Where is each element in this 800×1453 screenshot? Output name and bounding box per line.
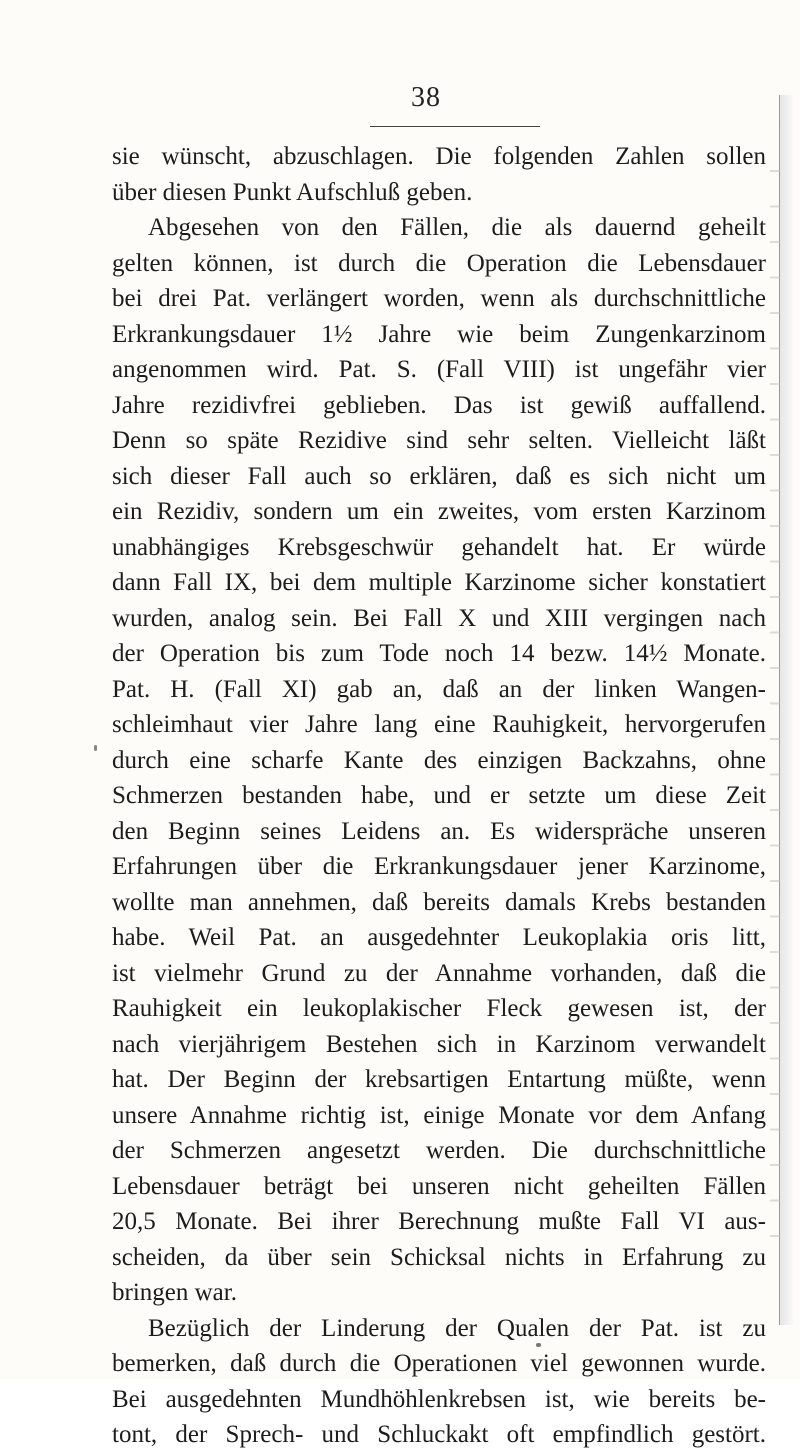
bleed-through-marks — [770, 140, 780, 1240]
text-line: Bezüglich der Linderung der Qualen der Pat. ist zu — [148, 1314, 766, 1342]
text-line: den Beginn seines Leidens an. Es widerspräche unseren — [112, 817, 766, 845]
text-line: wollte man annehmen, daß bereits damals Krebs bestanden — [112, 888, 766, 916]
text-line: unsere Annahme richtig ist, einige Monate vor dem Anfang — [112, 1101, 766, 1129]
text-line: Pat. H. (Fall XI) gab an, daß an der linken Wangen- — [112, 675, 766, 703]
text-line: habe. Weil Pat. an ausgedehnter Leukoplakia oris litt, — [112, 924, 766, 951]
text-line: bemerken, daß durch die Operationen viel gewonnen wurde. — [112, 1350, 766, 1377]
text-line: bei drei Pat. verlängert worden, wenn als durchschnittliche — [112, 285, 766, 312]
text-line: nach vierjährigem Bestehen sich in Karzinom verwandelt — [112, 1030, 766, 1058]
text-line: 20,5 Monate. Bei ihrer Berechnung mußte Fall VI aus- — [112, 1208, 766, 1235]
text-line: Lebensdauer beträgt bei unseren nicht geheilten Fällen — [112, 1172, 766, 1200]
text-line: Erkrankungsdauer 1½ Jahre wie beim Zungenkarzinom — [112, 320, 766, 348]
text-line: ist vielmehr Grund zu der Annahme vorhanden, daß die — [112, 959, 766, 987]
text-line: wurden, analog sein. Bei Fall X und XIII vergingen nach — [112, 604, 766, 632]
text-line: Erfahrungen über die Erkrankungsdauer jener Karzinome, — [112, 853, 766, 880]
text-line: dann Fall IX, bei dem multiple Karzinome sicher konstatiert — [112, 569, 766, 596]
text-line: Abgesehen von den Fällen, die als dauernd geheilt — [148, 214, 766, 241]
text-line: über diesen Punkt Aufschluß geben. — [112, 178, 473, 206]
ink-speck — [94, 745, 97, 751]
body-text — [112, 139, 766, 1453]
text-line: scheiden, da über sein Schicksal nichts in Erfahrung zu — [112, 1243, 766, 1271]
page-edge-right — [779, 95, 794, 1325]
text-line: gelten können, ist durch die Operation die Lebensdauer — [112, 249, 766, 277]
ink-speck — [536, 1343, 541, 1347]
text-line: Rauhigkeit ein leukoplakischer Fleck gewesen ist, der — [112, 995, 766, 1022]
text-line: tont, der Sprech- und Schluckakt oft empfindlich gestört. — [112, 1421, 766, 1448]
text-line: Bei ausgedehnten Mundhöhlenkrebsen ist, wie bereits be- — [112, 1385, 766, 1413]
text-line: bringen war. — [112, 1279, 237, 1306]
text-line: schleimhaut vier Jahre lang eine Rauhigkeit, hervorgerufen — [112, 711, 766, 738]
text-line: Jahre rezidivfrei geblieben. Das ist gewiß auffallend. — [112, 391, 766, 419]
text-line: hat. Der Beginn der krebsartigen Entartung müßte, wenn — [112, 1066, 766, 1093]
text-line: sich dieser Fall auch so erklären, daß es sich nicht um — [112, 462, 766, 490]
text-line: angenommen wird. Pat. S. (Fall VIII) ist ungefähr vier — [112, 356, 766, 383]
text-line: Schmerzen bestanden habe, und er setzte um diese Zeit — [112, 782, 766, 809]
text-line: unabhängiges Krebsgeschwür gehandelt hat. Er würde — [112, 533, 766, 561]
text-line: ein Rezidiv, sondern um ein zweites, vom ersten Karzinom — [112, 498, 766, 525]
text-line: der Operation bis zum Tode noch 14 bezw. 14½ Monate. — [112, 640, 766, 667]
text-line: Denn so späte Rezidive sind sehr selten. Vielleicht läßt — [112, 427, 766, 454]
page-number: 38 — [411, 82, 441, 113]
text-line: der Schmerzen angesetzt werden. Die durchschnittliche — [112, 1137, 766, 1164]
text-line: sie wünscht, abzuschlagen. Die folgenden Zahlen sollen — [112, 143, 766, 170]
page-number-rule — [370, 126, 540, 127]
text-line: durch eine scharfe Kante des einzigen Backzahns, ohne — [112, 746, 766, 774]
